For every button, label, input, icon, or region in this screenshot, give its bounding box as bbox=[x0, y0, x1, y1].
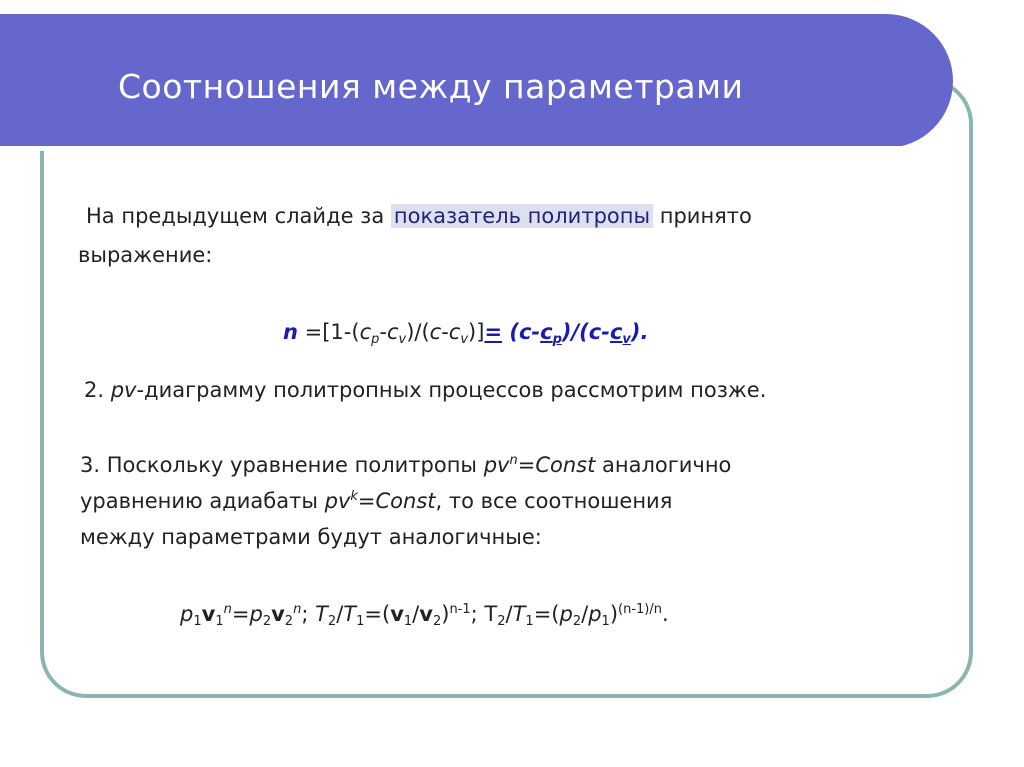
item-3-line3: между параметрами будут аналогичные: bbox=[80, 525, 542, 549]
formula-text: - bbox=[601, 320, 610, 344]
const-symbol: Const bbox=[375, 489, 436, 513]
title-underline bbox=[0, 146, 906, 151]
item-3-text: уравнению адиабаты bbox=[80, 489, 325, 513]
pv-symbol: pv bbox=[483, 453, 510, 477]
formula-subscript: 1 bbox=[525, 614, 534, 629]
formula-text: )/( bbox=[561, 320, 589, 344]
formula-subscript: 2 bbox=[497, 614, 506, 629]
highlighted-term: показатель политропы bbox=[391, 204, 653, 228]
formula-equals-underlined: = bbox=[484, 320, 503, 344]
item-2 bbox=[84, 380, 766, 401]
formula-subscript: 2 bbox=[572, 614, 582, 629]
para1-text-after: принято bbox=[653, 204, 752, 228]
para1-line1 bbox=[86, 206, 752, 227]
formula-subscript: 2 bbox=[284, 614, 294, 629]
formula-text: ). bbox=[630, 320, 649, 344]
formula-subscript: 2 bbox=[432, 614, 442, 629]
formula-symbol: v bbox=[201, 602, 216, 626]
formula-text: ) bbox=[441, 602, 450, 626]
formula-subscript: v bbox=[460, 332, 469, 347]
item-3-line2 bbox=[80, 490, 672, 512]
exponent-n: n bbox=[509, 453, 518, 468]
formula-text: - bbox=[531, 320, 541, 344]
formula-exponent: n bbox=[293, 602, 302, 617]
formula-text: . bbox=[662, 602, 669, 626]
formula-text: )/( bbox=[406, 320, 430, 344]
formula-symbol: T bbox=[484, 602, 498, 626]
formula-text: = bbox=[231, 602, 250, 626]
formula-symbol: c bbox=[609, 320, 623, 344]
formula-symbol: v bbox=[271, 602, 285, 626]
formula-text: = bbox=[357, 489, 376, 513]
formula-symbol-n: n bbox=[283, 320, 298, 344]
pv-symbol: pv bbox=[110, 378, 137, 402]
formula-symbol: v bbox=[419, 602, 433, 626]
formula-subscript: v bbox=[398, 332, 407, 347]
formula-subscript: p bbox=[552, 332, 562, 347]
item-3-line1 bbox=[80, 454, 731, 476]
formula-symbol: c bbox=[540, 320, 553, 344]
formula-text: )] bbox=[468, 320, 485, 344]
formula-subscript: 2 bbox=[262, 614, 272, 629]
formula-exponent: (n-1)/n bbox=[618, 602, 662, 617]
formula-subscript: 1 bbox=[403, 614, 413, 629]
pv-symbol: pv bbox=[324, 489, 351, 513]
formula-symbol: p bbox=[180, 602, 194, 626]
formula-text: ; bbox=[470, 602, 485, 626]
polytropic-index-formula bbox=[283, 322, 648, 346]
parameter-relations-formula bbox=[180, 603, 669, 628]
formula-symbol: c bbox=[518, 320, 532, 344]
formula-text: =[1-( bbox=[297, 320, 360, 344]
formula-subscript: 1 bbox=[601, 614, 610, 629]
formula-symbol: T bbox=[343, 602, 357, 626]
formula-symbol: p bbox=[588, 602, 602, 626]
formula-text: = bbox=[517, 453, 536, 477]
formula-text: =( bbox=[533, 602, 560, 626]
formula-text: ; bbox=[301, 602, 316, 626]
formula-text: / bbox=[336, 602, 344, 626]
formula-text: / bbox=[412, 602, 420, 626]
formula-symbol: T bbox=[512, 602, 526, 626]
formula-exponent: n bbox=[223, 602, 232, 617]
formula-subscript: 1 bbox=[356, 614, 365, 629]
formula-subscript: 1 bbox=[215, 614, 224, 629]
exponent-k: k bbox=[350, 489, 358, 504]
formula-symbol: c bbox=[588, 320, 602, 344]
formula-subscript: p bbox=[371, 332, 380, 347]
item-3-text: , то все соотношения bbox=[435, 489, 673, 513]
formula-subscript: 1 bbox=[193, 614, 202, 629]
slide-title: Соотношения между параметрами bbox=[118, 67, 744, 106]
item-3-text: 3. Поскольку уравнение политропы bbox=[80, 453, 484, 477]
formula-symbol: v bbox=[390, 602, 404, 626]
formula-result bbox=[502, 320, 649, 347]
formula-symbol: c bbox=[359, 320, 372, 344]
item-2-number: 2. bbox=[84, 378, 111, 402]
formula-text: / bbox=[505, 602, 513, 626]
formula-symbol: T bbox=[315, 602, 328, 626]
formula-text: =( bbox=[364, 602, 391, 626]
formula-text: ) bbox=[609, 602, 619, 626]
formula-symbol: c bbox=[448, 320, 461, 344]
formula-subscript: 2 bbox=[327, 614, 337, 629]
para1-text-before: На предыдущем слайде за bbox=[86, 204, 391, 228]
formula-text: - bbox=[441, 320, 449, 344]
item-3-text: аналогично bbox=[595, 453, 732, 477]
formula-text: / bbox=[581, 602, 589, 626]
para1-line2: выражение: bbox=[78, 243, 213, 267]
item-2-text: -диаграмму политропных процессов рассмотрим позже. bbox=[136, 378, 767, 402]
formula-symbol: p bbox=[559, 602, 573, 626]
formula-symbol: p bbox=[249, 602, 263, 626]
formula-symbol: c bbox=[386, 320, 399, 344]
formula-exponent: n-1 bbox=[449, 602, 471, 617]
title-bar bbox=[0, 14, 953, 148]
formula-text: - bbox=[379, 320, 387, 344]
formula-subscript: v bbox=[622, 332, 631, 347]
formula-text: ( bbox=[502, 320, 519, 344]
const-symbol: Const bbox=[535, 453, 596, 477]
formula-symbol: c bbox=[429, 320, 442, 344]
